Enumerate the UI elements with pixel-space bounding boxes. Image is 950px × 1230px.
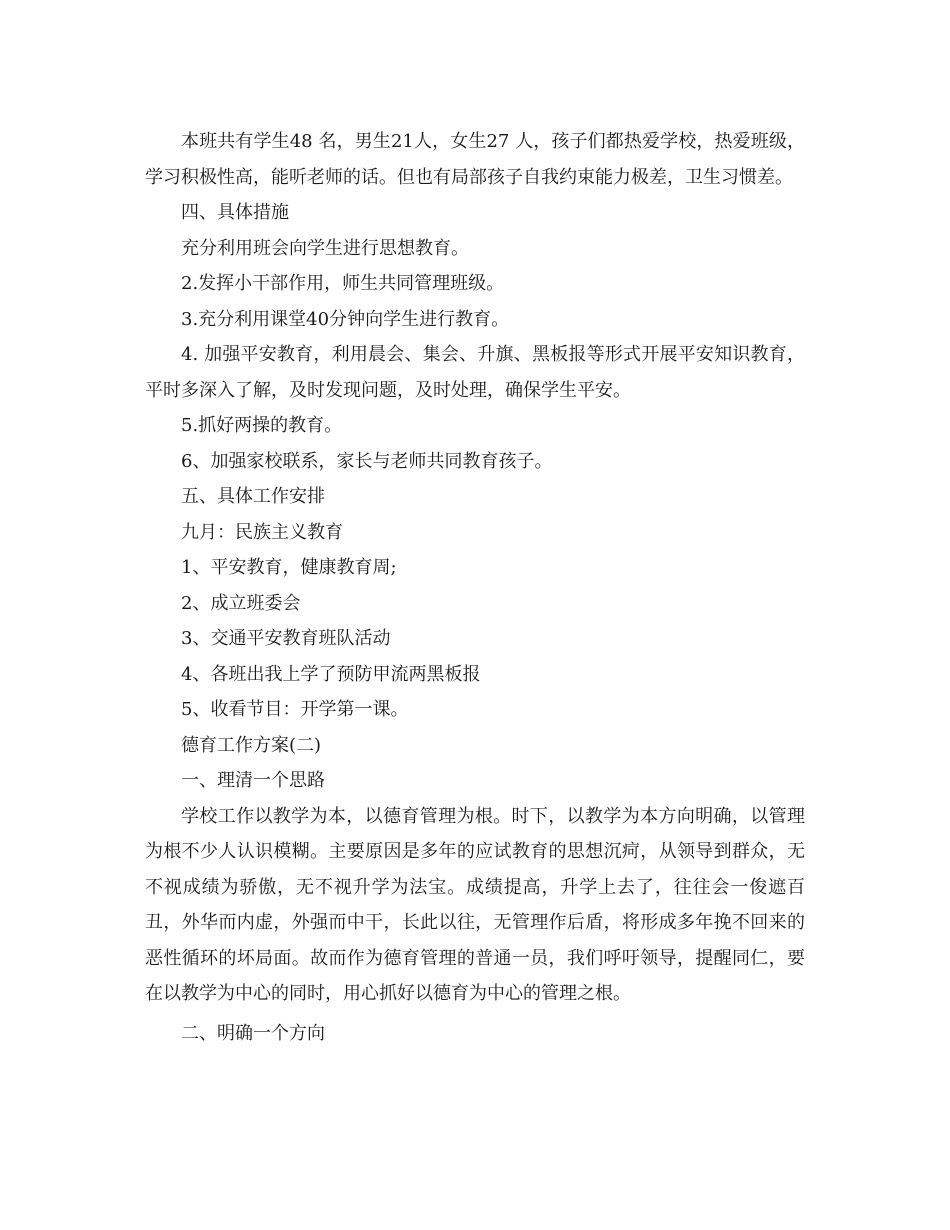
section-title-plan-two: 德育工作方案(二) [181, 734, 322, 756]
list-item: 2、成立班委会 [181, 592, 301, 614]
document-body [145, 124, 805, 1051]
list-item: 5.抓好两操的教育。 [181, 415, 343, 436]
heading-clarify-direction: 二、明确一个方向 [181, 1022, 325, 1044]
subheading-september: 九月：民族主义教育 [181, 521, 343, 543]
paragraph-class-overview: 本班共有学生48 名，男生21人，女生27 人，孩子们都热爱学校，热爱班级，学习积极性高，能听老师的话。但也有局部孩子自我约束能力极差，卫生习惯差。 [145, 131, 805, 188]
heading-specific-measures: 四、具体措施 [181, 202, 289, 223]
list-item: 2.发挥小干部作用，师生共同管理班级。 [181, 273, 505, 294]
heading-work-schedule: 五、具体工作安排 [181, 486, 325, 507]
list-item: 3、交通平安教育班队活动 [181, 628, 391, 649]
list-item: 4. 加强平安教育，利用晨会、集会、升旗、黑板报等形式开展平安知识教育，平时多深入了解，及时发现问题，及时处理，确保学生平安。 [145, 344, 805, 401]
list-item: 充分利用班会向学生进行思想教育。 [181, 237, 469, 259]
list-item: 3.充分利用课堂40分钟向学生进行教育。 [181, 308, 510, 330]
list-item: 1、平安教育，健康教育周; [181, 557, 397, 578]
list-item: 5、收看节目：开学第一课。 [181, 699, 409, 720]
paragraph-school-work: 学校工作以教学为本，以德育管理为根。时下，以教学为本方向明确，以管理为根不少人认识模糊。主要原因是多年的应试教育的思想沉疴，从领导到群众，无不视成绩为骄傲，无不视升学为法宝。成绩提高，升学上去了，往往会一俊遮百丑，外华而内虚，外强而中干，长此以往，无管理作后盾，将形成多年挽不回来的恶性循环的坏局面。故而作为德育管理的普通一员，我们呼吁领导，提醒同仁，要在以教学为中心的同时，用心抓好以德育为中心的管理之根。 [145, 805, 805, 1004]
list-item: 4、各班出我上学了预防甲流两黑板报 [181, 663, 481, 685]
heading-clarify-thinking: 一、理清一个思路 [181, 770, 325, 791]
list-item: 6、加强家校联系，家长与老师共同教育孩子。 [181, 450, 553, 472]
